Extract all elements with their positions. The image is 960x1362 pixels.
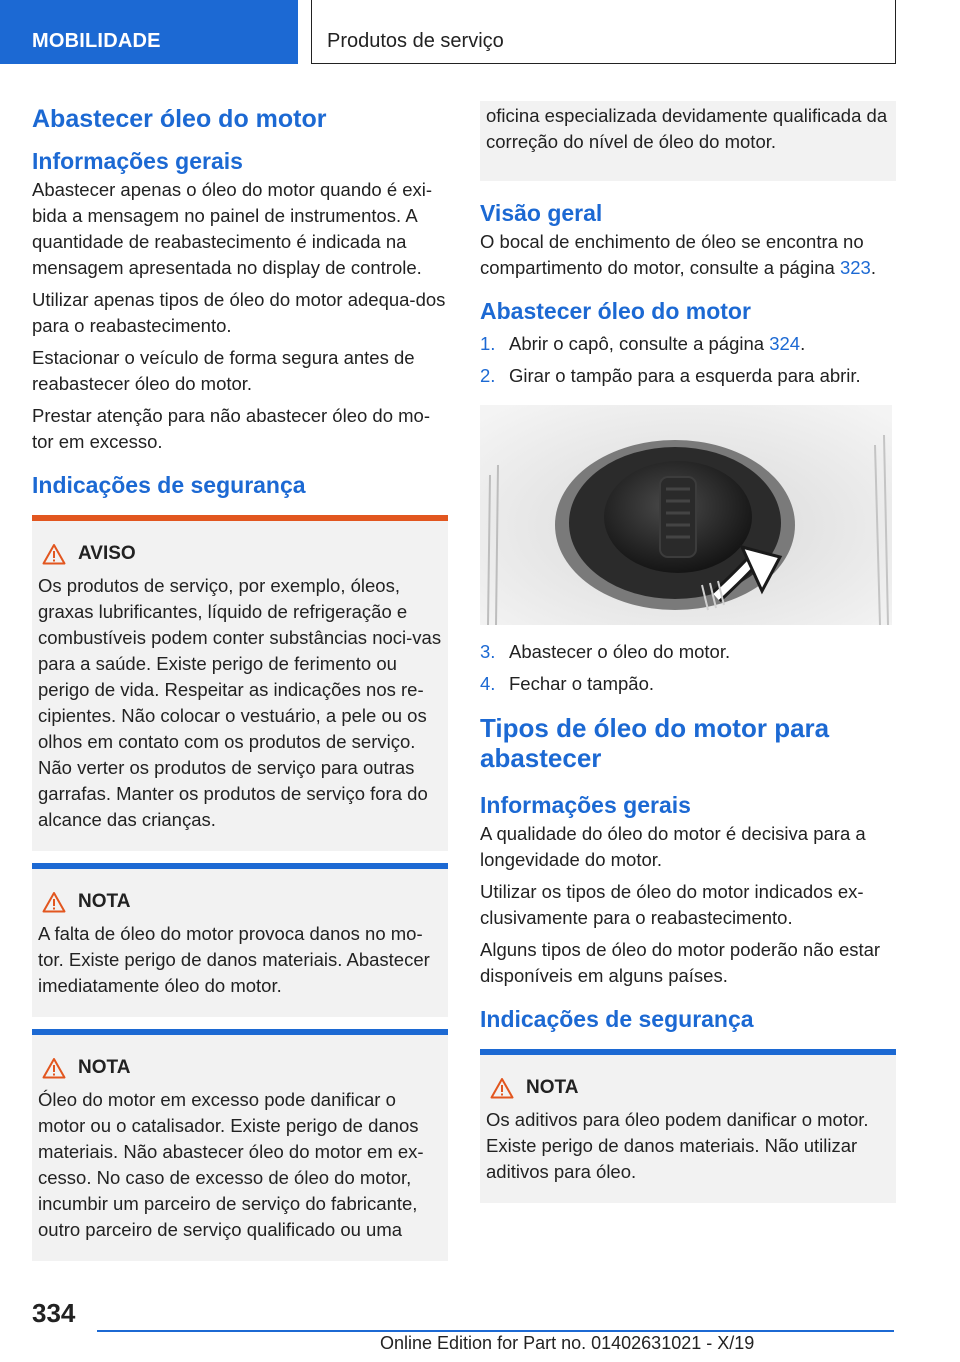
warning-triangle-icon [42, 1057, 66, 1079]
overview-paragraph: O bocal de enchimento de óleo se encontra no compartimento do motor, consulte a página 323. [480, 231, 876, 278]
warning-text: Os produtos de serviço, por exemplo, óleos, graxas lubrificantes, líquido de refrigeração e combustíveis podem conter substâncias noci-vas para a saúde. Existe perigo de ferimento ou perigo de vida. Respeitar as indicações nos re-cipientes. Não colocar o vestuário, a pele ou os olhos em contato com os produtos de serviço. Não verter os produtos de serviço para outras garrafas. Manter os produtos de serviço fora do alcance das crianças. [38, 575, 442, 830]
step-text: Fechar o tampão. [509, 673, 654, 694]
header-section-label: MOBILIDADE [32, 30, 161, 52]
oil-types-heading: Tipos de óleo do motor para abastecer [480, 713, 830, 773]
overview-heading: Visão geral [480, 200, 603, 226]
note-text: Óleo do motor em excesso pode danificar o motor ou o catalisador. Existe perigo de danos materiais. Não abastecer óleo do motor em ex-cesso. No caso de excesso de óleo do motor, incumbir um parceiro de serviço do fabricante, outro parceiro de serviço qualificado ou uma [38, 1089, 424, 1240]
note-continuation-text: oficina especializada devidamente qualificada da correção do nível de óleo do motor. [486, 105, 888, 152]
note-box [480, 1049, 896, 1203]
page-link[interactable]: 324 [769, 333, 801, 354]
fill-steps-list [480, 331, 896, 389]
warning-triangle-icon [42, 891, 66, 913]
general-paragraph: Utilizar apenas tipos de óleo do motor adequa-dos para o reabastecimento. [32, 289, 446, 336]
note-label: NOTA [526, 1077, 579, 1098]
types-paragraph: Alguns tipos de óleo do motor poderão não estar disponíveis em alguns países. [480, 939, 881, 986]
step-number: 2. [480, 365, 496, 386]
step-text: Abastecer o óleo do motor. [509, 641, 731, 662]
left-column [32, 103, 448, 1261]
footer-divider [97, 1330, 894, 1332]
step-number: 1. [480, 333, 496, 354]
warning-triangle-icon [490, 1077, 514, 1099]
right-column [480, 101, 896, 1203]
note-box [32, 863, 448, 1017]
note-box-title [38, 891, 442, 913]
page-title: Abastecer óleo do motor [32, 105, 327, 133]
note-label: NOTA [78, 891, 131, 912]
step-item [480, 331, 896, 357]
types-safety-heading: Indicações de segurança [480, 1006, 754, 1032]
step-number: 4. [480, 673, 496, 694]
note-box [32, 1029, 448, 1261]
step-item [480, 671, 896, 697]
note-text: A falta de óleo do motor provoca danos no mo-tor. Existe perigo de danos materiais. Abastecer imediatamente óleo do motor. [38, 923, 430, 996]
header-section-tab [0, 0, 298, 64]
note-box-title [38, 1057, 442, 1079]
footer-edition: Online Edition for Part no. 01402631021 - X/19 [380, 1333, 755, 1353]
general-paragraph: Abastecer apenas o óleo do motor quando é exi-bida a mensagem no painel de instrumentos. A quantidade de reabastecimento é indicada na mensagem apresentada no display de controle. [32, 179, 433, 278]
types-paragraph: Utilizar os tipos de óleo do motor indicados ex-clusivamente para o reabastecimento. [480, 881, 864, 928]
warning-box [32, 515, 448, 851]
step-text: Girar o tampão para a esquerda para abrir. [509, 365, 861, 386]
note-label: NOTA [78, 1057, 131, 1078]
step-item [480, 639, 896, 665]
step-text: Abrir o capô, consulte a página 324. [509, 333, 806, 354]
step-number: 3. [480, 641, 496, 662]
step-item [480, 363, 896, 389]
general-paragraph: Prestar atenção para não abastecer óleo do mo-tor em excesso. [32, 405, 430, 452]
general-info-heading: Informações gerais [32, 148, 243, 174]
header-chapter-label: Produtos de serviço [327, 30, 504, 52]
types-paragraph: A qualidade do óleo do motor é decisiva para a longevidade do motor. [480, 823, 866, 870]
note-box-title [486, 1077, 890, 1099]
page-link[interactable]: 323 [839, 257, 871, 278]
note-text: Os aditivos para óleo podem danificar o motor. Existe perigo de danos materiais. Não utilizar aditivos para óleo. [486, 1109, 869, 1182]
note-box-continuation [480, 101, 896, 181]
fill-oil-heading: Abastecer óleo do motor [480, 298, 751, 324]
page-number: 334 [32, 1298, 76, 1328]
warning-triangle-icon [42, 543, 66, 565]
general-paragraph: Estacionar o veículo de forma segura antes de reabastecer óleo do motor. [32, 347, 415, 394]
warning-label: AVISO [78, 543, 136, 564]
header-chapter-tab [311, 0, 896, 64]
safety-heading: Indicações de segurança [32, 472, 306, 498]
warning-box-title [38, 543, 442, 565]
oil-cap-photo [480, 405, 892, 625]
overview-text: O bocal de enchimento de óleo se encontra no compartimento do motor, consulte a página [480, 231, 864, 278]
types-general-heading: Informações gerais [480, 792, 691, 818]
fill-steps-list-continued [480, 639, 896, 697]
